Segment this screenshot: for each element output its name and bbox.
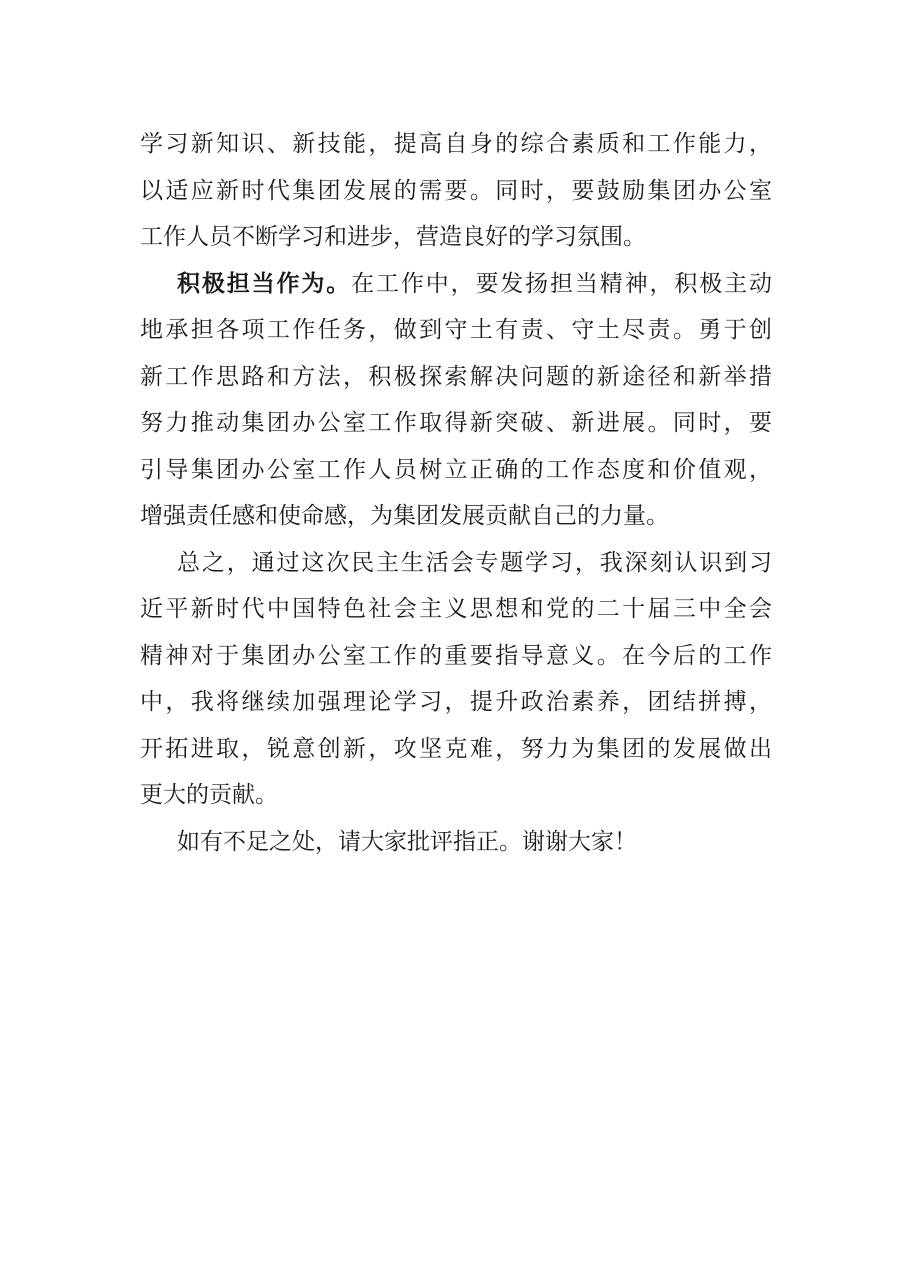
- text-line: 学习新知识、新技能，提高自身的综合素质和工作能力，: [140, 131, 772, 157]
- text-line: 工作人员不断学习和进步，营造良好的学习氛围。: [140, 224, 646, 250]
- text-line: 近平新时代中国特色社会主义思想和党的二十届三中全会: [140, 596, 772, 622]
- text-line: 开拓进取，锐意创新，攻坚克难，努力为集团的发展做出: [140, 735, 772, 762]
- paragraph-learning: [140, 121, 772, 261]
- document-body: [140, 121, 772, 865]
- paragraph-heading: 积极担当作为。: [177, 269, 352, 297]
- paragraph-closing: [140, 819, 772, 866]
- text-line: 引导集团办公室工作人员树立正确的工作态度和价值观，: [140, 456, 772, 483]
- paragraph-responsibility: [140, 261, 772, 540]
- text-line: 增强责任感和使命感，为集团发展贡献自己的力量。: [140, 503, 669, 529]
- text-line: 中，我将继续加强理论学习，提升政治素养，团结拼搏，: [140, 689, 772, 715]
- text-line: [140, 261, 772, 308]
- text-line: 总之，通过这次民主生活会专题学习，我深刻认识到习: [177, 549, 772, 576]
- text-line: 新工作思路和方法，积极探索解决问题的新途径和新举措: [140, 363, 772, 390]
- text-line: 努力推动集团办公室工作取得新突破、新进展。同时，要: [140, 410, 772, 436]
- text-line: 更大的贡献。: [140, 782, 278, 808]
- text-line-segment: 在工作中，要发扬担当精神，积极主动: [351, 270, 772, 297]
- paragraph-summary: [140, 540, 772, 819]
- text-line: 地承担各项工作任务，做到守土有责、守土尽责。勇于创: [140, 317, 772, 343]
- text-line: 如有不足之处，请大家批评指正。谢谢大家！: [177, 828, 637, 855]
- text-line: 精神对于集团办公室工作的重要指导意义。在今后的工作: [140, 642, 772, 669]
- text-line: 以适应新时代集团发展的需要。同时，要鼓励集团办公室: [140, 177, 772, 204]
